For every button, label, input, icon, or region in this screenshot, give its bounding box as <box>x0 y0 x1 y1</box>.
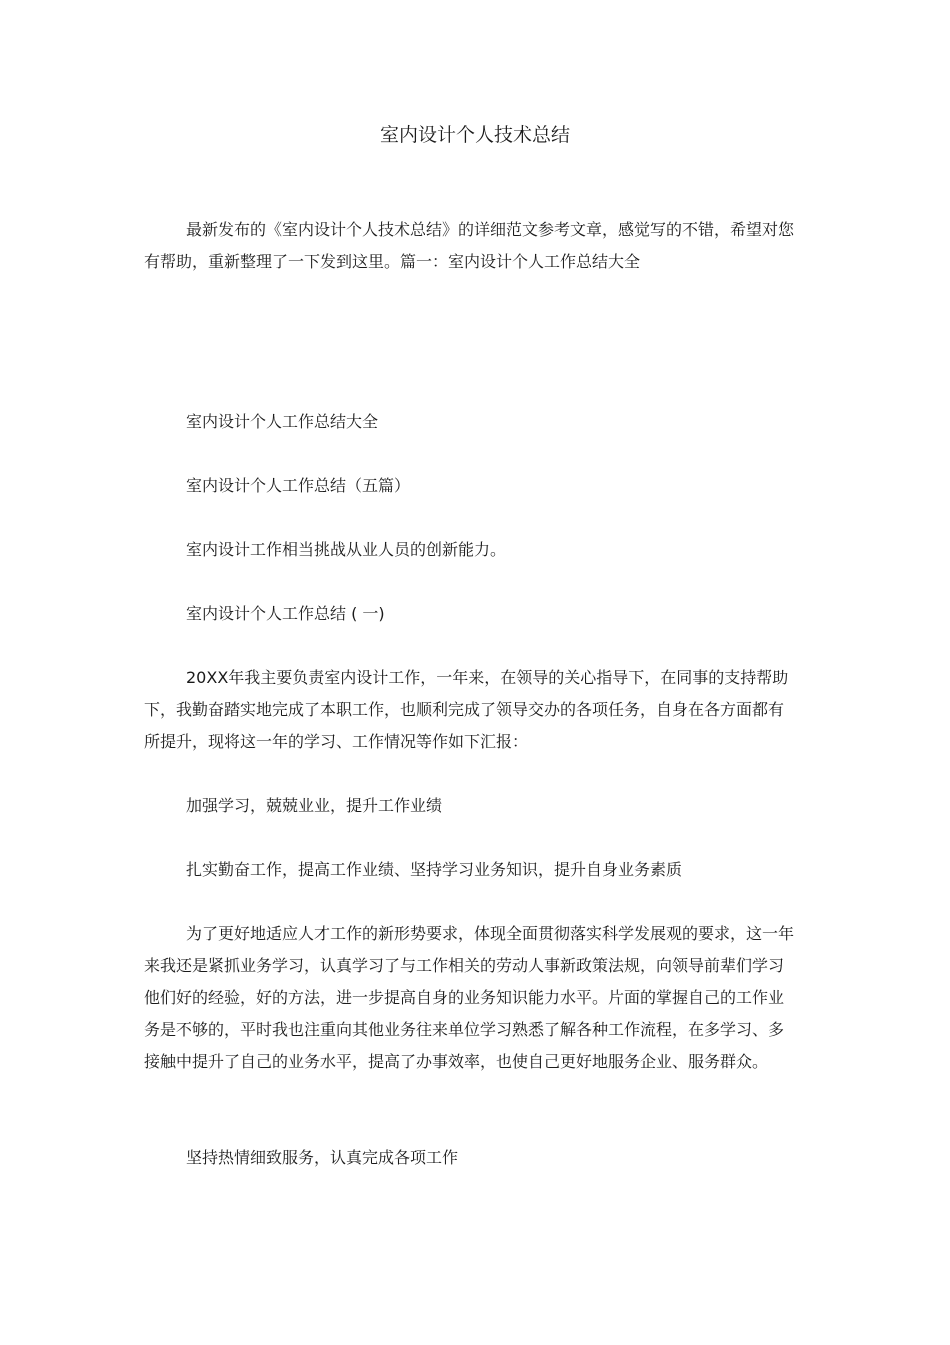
document-title: 室内设计个人技术总结 <box>379 124 570 146</box>
intro-paragraph: 最新发布的《室内设计个人技术总结》的详细范文参考文章，感觉写的不错，希望对您有帮助，重新整理了一下发到这里。篇一：室内设计个人工作总结大全 <box>144 220 795 271</box>
section-heading-five: 室内设计个人工作总结（五篇） <box>186 476 411 495</box>
subheading-study: 加强学习，兢兢业业，提升工作业绩 <box>186 796 443 815</box>
section-heading-one: 室内设计个人工作总结 ( 一) <box>186 604 385 623</box>
subheading-service: 坚持热情细致服务，认真完成各项工作 <box>186 1148 459 1167</box>
paragraph-creativity: 室内设计工作相当挑战从业人员的创新能力。 <box>186 540 507 559</box>
subheading-diligence: 扎实勤奋工作，提高工作业绩、坚持学习业务知识，提升自身业务素质 <box>186 860 683 879</box>
paragraph-learning: 为了更好地适应人才工作的新形势要求，体现全面贯彻落实科学发展观的要求，这一年来我还是紧抓业务学习，认真学习了与工作相关的劳动人事新政策法规，向领导前辈们学习他们好的经验，好的方法，进一步提高自身的业务知识能力水平。片面的掌握自己的工作业务是不够的，平时我也注重向其他业务往来单位学习熟悉了解各种工作流程，在多学习、多接触中提升了自己的业务水平，提高了办事效率，也使自己更好地服务企业、服务群众。 <box>144 924 795 1071</box>
paragraph-summary: 20XX年我主要负责室内设计工作，一年来，在领导的关心指导下，在同事的支持帮助下，我勤奋踏实地完成了本职工作，也顺利完成了领导交办的各项任务，自身在各方面都有所提升，现将这一年的学习、工作情况等作如下汇报： <box>144 668 789 751</box>
section-heading-overview: 室内设计个人工作总结大全 <box>186 412 379 431</box>
